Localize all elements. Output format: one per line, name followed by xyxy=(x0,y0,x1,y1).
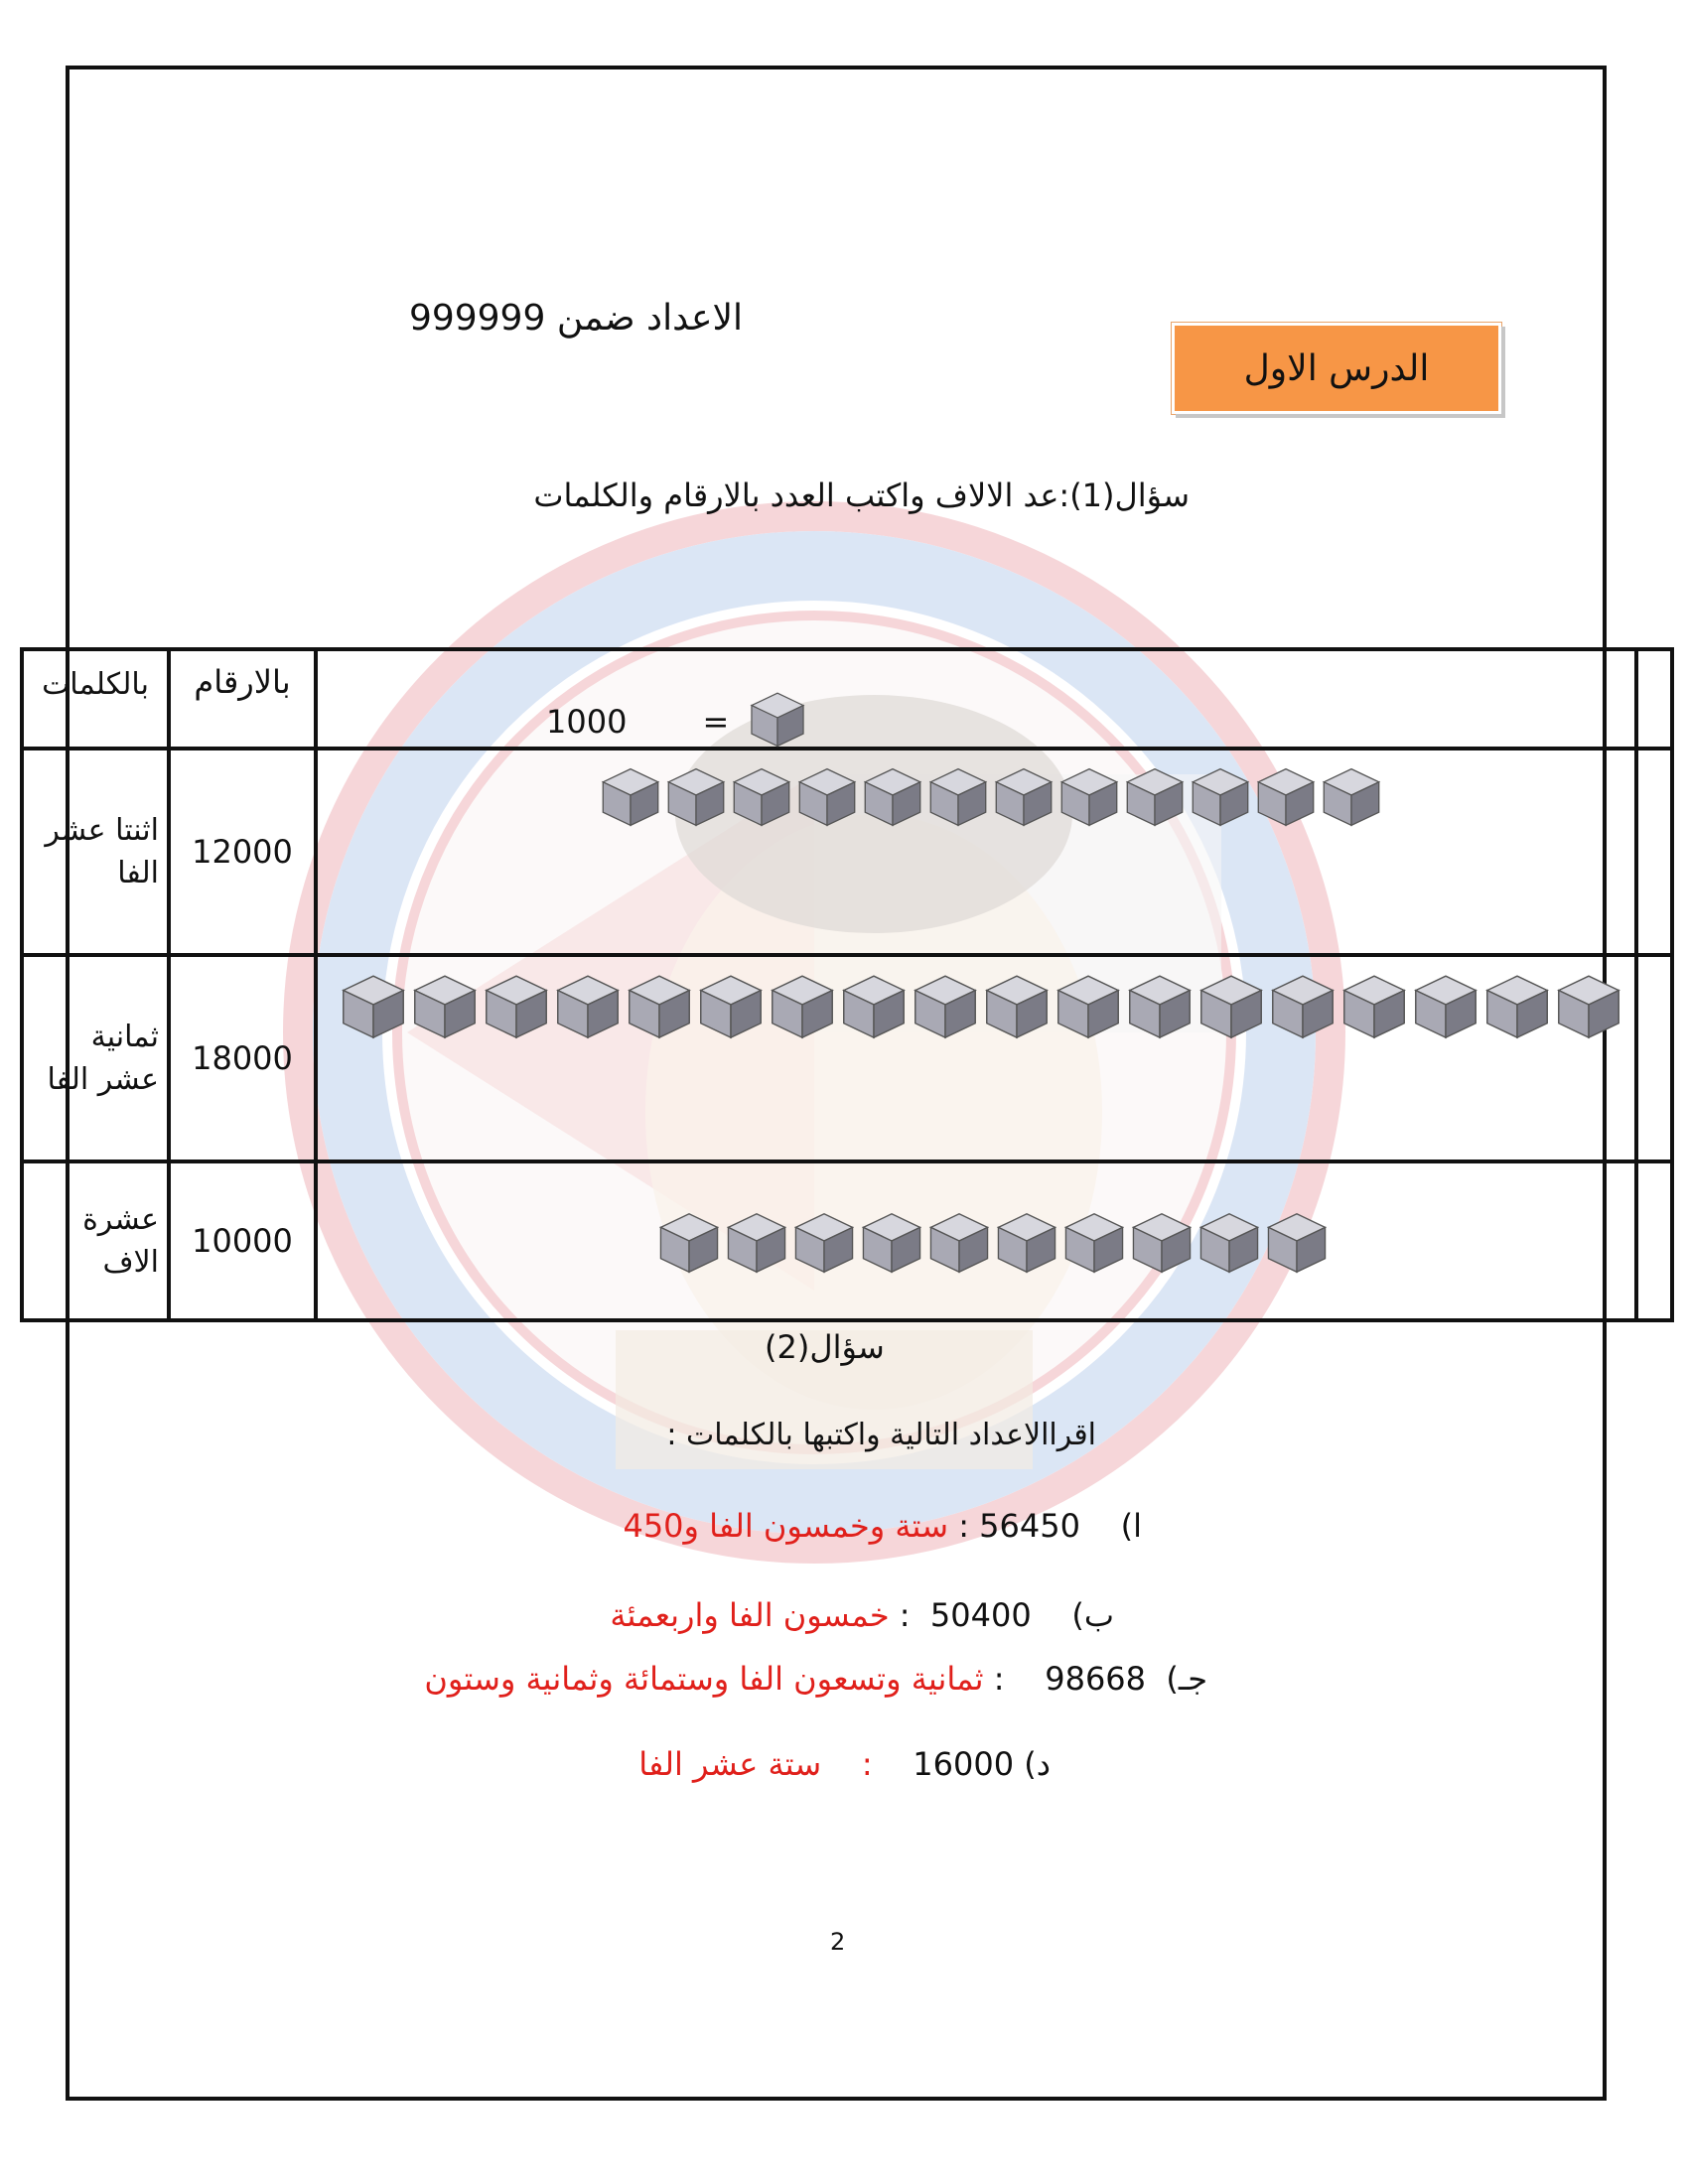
exercise-item xyxy=(623,1507,1142,1545)
row-number-cell xyxy=(169,749,316,955)
item-number: 98668 xyxy=(1045,1660,1147,1698)
question-2-instruction: اقراالاعداد التالية واكتبها بالكلمات : xyxy=(666,1418,1096,1452)
cube-icon xyxy=(767,969,838,1040)
item-separator: : xyxy=(899,1596,911,1634)
row-words: عشرة الاف xyxy=(82,1201,159,1280)
reference-value: 1000 xyxy=(546,703,628,741)
reference-cell xyxy=(316,649,1636,749)
reference-equation xyxy=(546,687,808,756)
cube-icon xyxy=(1188,762,1253,828)
cube-icon xyxy=(1338,969,1410,1040)
row-words-cell xyxy=(22,1161,169,1320)
cube-icon xyxy=(1122,762,1188,828)
lesson-badge-label: الدرس الاول xyxy=(1243,347,1430,389)
table-row xyxy=(22,749,1672,955)
cube-icon xyxy=(481,969,552,1040)
cube-icon xyxy=(1553,969,1624,1040)
question-2-label: سؤال(2) xyxy=(765,1328,885,1366)
item-number: 50400 xyxy=(929,1596,1032,1634)
cube-icon xyxy=(663,762,729,828)
cube-icon xyxy=(925,762,991,828)
cube-icon xyxy=(1128,1207,1196,1275)
equals-sign: = xyxy=(702,703,730,741)
cube-icon xyxy=(1481,969,1553,1040)
item-answer: ستة عشر الفا xyxy=(638,1745,822,1783)
table-end-cell xyxy=(1636,1161,1672,1320)
cube-icon xyxy=(1319,762,1384,828)
cube-icon xyxy=(794,762,860,828)
row-number-cell xyxy=(169,1161,316,1320)
exercise-item xyxy=(424,1660,1207,1698)
page-number: 2 xyxy=(830,1928,846,1956)
cube-icon xyxy=(1124,969,1196,1040)
cube-row xyxy=(598,762,1384,828)
cube-icon xyxy=(1196,969,1267,1040)
item-answer: خمسون الفا واربعمئة xyxy=(610,1596,890,1634)
cube-icon xyxy=(1263,1207,1331,1275)
item-number: 16000 xyxy=(913,1745,1015,1783)
cube-icon xyxy=(1060,1207,1128,1275)
table-end-cell xyxy=(1636,649,1672,749)
cube-icon xyxy=(1053,969,1124,1040)
cube-icon xyxy=(858,1207,925,1275)
table-row xyxy=(22,955,1672,1161)
row-words: اثنتا عشر الفا xyxy=(45,812,159,890)
cube-icon xyxy=(624,969,695,1040)
item-number: 56450 xyxy=(979,1507,1080,1545)
row-cubes-cell xyxy=(316,1161,1636,1320)
item-answer: ثمانية وتسعون الفا وستمائة وثمانية وستون xyxy=(424,1660,984,1698)
table-end-cell xyxy=(1636,749,1672,955)
row-number: 12000 xyxy=(192,833,293,871)
item-separator: : xyxy=(861,1745,873,1783)
item-separator: : xyxy=(958,1507,969,1545)
cube-icon xyxy=(655,1207,723,1275)
cube-icon xyxy=(981,969,1053,1040)
cube-icon xyxy=(552,969,624,1040)
cube-icon xyxy=(1056,762,1122,828)
table-row xyxy=(22,1161,1672,1320)
cube-icon xyxy=(1410,969,1481,1040)
table-header-row xyxy=(22,649,1672,749)
cube-icon xyxy=(1253,762,1319,828)
cube-icon xyxy=(860,762,925,828)
exercise-item xyxy=(610,1596,1114,1634)
column-header-numbers: بالارقام xyxy=(169,649,316,749)
row-number: 18000 xyxy=(192,1039,293,1077)
row-words-cell xyxy=(22,749,169,955)
lesson-badge xyxy=(1172,323,1501,414)
cube-icon xyxy=(695,969,767,1040)
cube-icon xyxy=(838,969,910,1040)
row-number: 10000 xyxy=(192,1222,293,1260)
item-letter: جـ) xyxy=(1166,1660,1207,1698)
cube-icon xyxy=(925,1207,993,1275)
item-answer: ستة وخمسون الفا و450 xyxy=(623,1507,949,1545)
cube-icon xyxy=(409,969,481,1040)
item-letter: ب) xyxy=(1071,1596,1114,1634)
cube-icon xyxy=(723,1207,790,1275)
cube-icon xyxy=(747,687,808,749)
question-1-prompt: سؤال(1):عد الالاف واكتب العدد بالارقام والكلمات xyxy=(533,477,1190,514)
cube-icon xyxy=(729,762,794,828)
cube-icon xyxy=(1267,969,1338,1040)
table-end-cell xyxy=(1636,955,1672,1161)
exercise-item xyxy=(638,1745,1051,1783)
row-cubes-cell xyxy=(316,955,1636,1161)
row-words: ثمانية عشر الفا xyxy=(47,1019,159,1097)
item-separator: : xyxy=(993,1660,1005,1698)
cube-icon xyxy=(910,969,981,1040)
counting-table xyxy=(20,647,1674,1322)
cube-row xyxy=(655,1207,1331,1275)
item-letter: د) xyxy=(1024,1745,1051,1783)
item-letter: ا) xyxy=(1120,1507,1142,1545)
cube-icon xyxy=(598,762,663,828)
cube-icon xyxy=(790,1207,858,1275)
column-header-words: بالكلمات xyxy=(22,649,169,749)
cube-icon xyxy=(747,687,808,756)
row-words-cell xyxy=(22,955,169,1161)
row-number-cell xyxy=(169,955,316,1161)
cube-icon xyxy=(993,1207,1060,1275)
cube-icon xyxy=(338,969,409,1040)
cube-row xyxy=(338,969,1624,1040)
row-cubes-cell xyxy=(316,749,1636,955)
cube-icon xyxy=(1196,1207,1263,1275)
lesson-title: الاعداد ضمن 999999 xyxy=(408,298,743,339)
cube-icon xyxy=(991,762,1056,828)
